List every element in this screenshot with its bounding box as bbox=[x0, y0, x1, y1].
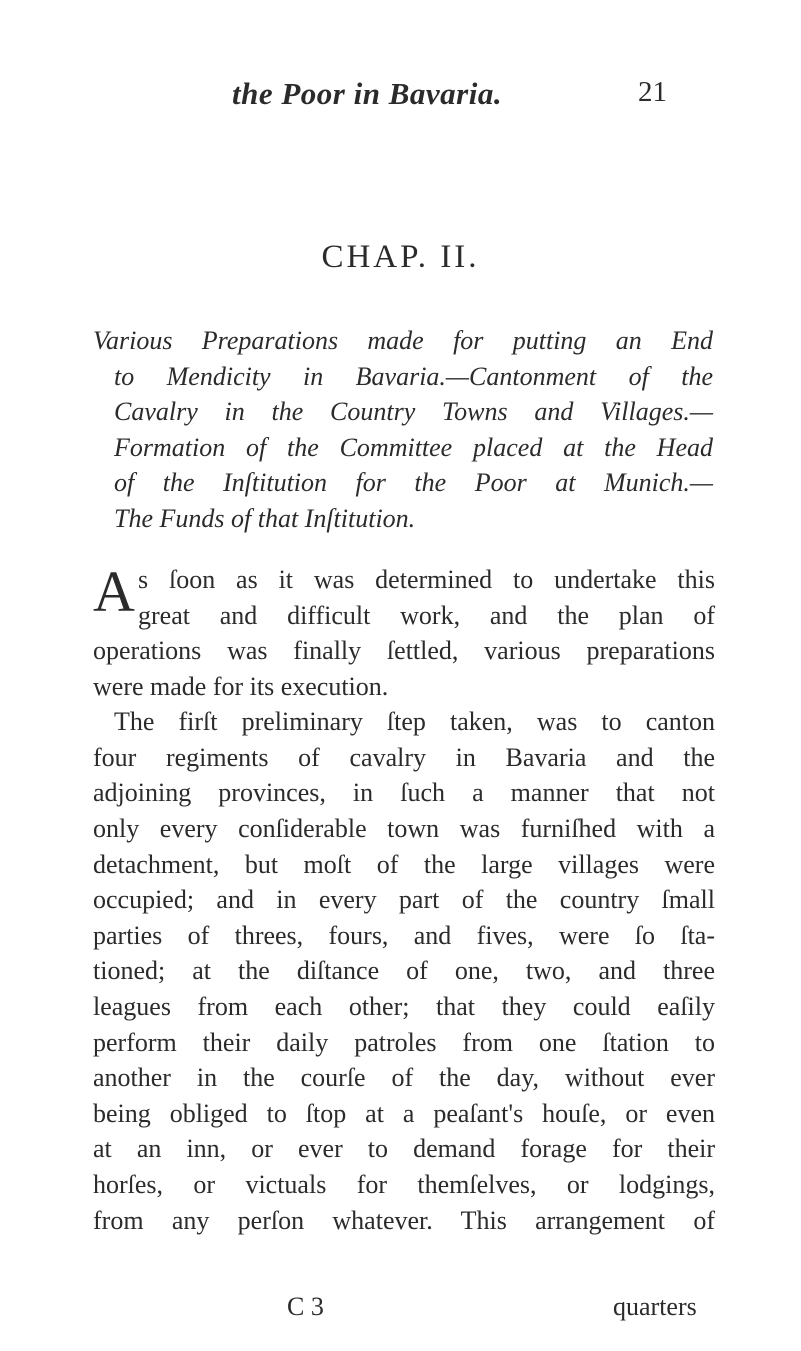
summary-line: of the Inſtitution for the Poor at Munich.— bbox=[114, 468, 713, 497]
signature-mark: C 3 bbox=[287, 1292, 324, 1321]
body-line: occupied; and in every part of the country ſmall bbox=[93, 885, 715, 915]
body-text bbox=[93, 633, 715, 1238]
body-line: were made for its execution. bbox=[93, 671, 389, 701]
body-line: operations was finally ſettled, various preparations bbox=[93, 636, 715, 665]
body-line: great and difficult work, and the plan of bbox=[138, 600, 715, 630]
body-line: another in the courſe of the day, without ever bbox=[93, 1063, 715, 1093]
body-line: leagues from each other; that they could eaſily bbox=[93, 991, 715, 1021]
opening-lines bbox=[138, 562, 715, 633]
body-line: detachment, but moſt of the large villages were bbox=[93, 849, 715, 879]
running-head bbox=[0, 76, 801, 126]
body-line: The firſt preliminary ſtep taken, was to canton bbox=[114, 707, 715, 737]
drop-cap: A bbox=[93, 559, 135, 624]
body-line: only every conſiderable town was furniſhed with a bbox=[93, 813, 715, 843]
body-line: horſes, or victuals for themſelves, or lodgings, bbox=[93, 1169, 715, 1199]
body-line: four regiments of cavalry in Bavaria and the bbox=[93, 742, 715, 772]
body-line: at an inn, or ever to demand forage for their bbox=[93, 1134, 715, 1164]
page-number: 21 bbox=[638, 76, 667, 108]
summary-line: The Funds of that Inſtitution. bbox=[114, 503, 416, 533]
page-footer bbox=[0, 1292, 801, 1332]
chapter-summary bbox=[93, 323, 713, 536]
summary-line: Cavalry in the Country Towns and Villages.— bbox=[114, 397, 713, 426]
body-line: parties of threes, fours, and fives, were ſo ſta- bbox=[93, 920, 715, 950]
summary-line: Formation of the Committee placed at the Head bbox=[114, 432, 713, 462]
chapter-heading: CHAP. II. bbox=[321, 239, 480, 275]
running-title: the Poor in Bavaria. bbox=[232, 76, 503, 111]
summary-line: to Mendicity in Bavaria.—Cantonment of the bbox=[114, 361, 713, 391]
body-line: adjoining provinces, in ſuch a manner that not bbox=[93, 778, 715, 808]
body-line: from any perſon whatever. This arrangement of bbox=[93, 1205, 715, 1235]
summary-line: Various Preparations made for putting an End bbox=[93, 326, 713, 355]
body-line: s ſoon as it was determined to undertake this bbox=[138, 565, 715, 594]
body-line: being obliged to ſtop at a peaſant's houſe, or even bbox=[93, 1098, 715, 1128]
body-line: perform their daily patroles from one ſtation to bbox=[93, 1027, 715, 1057]
catchword: quarters bbox=[613, 1292, 697, 1321]
body-line: tioned; at the diſtance of one, two, and three bbox=[93, 956, 715, 986]
